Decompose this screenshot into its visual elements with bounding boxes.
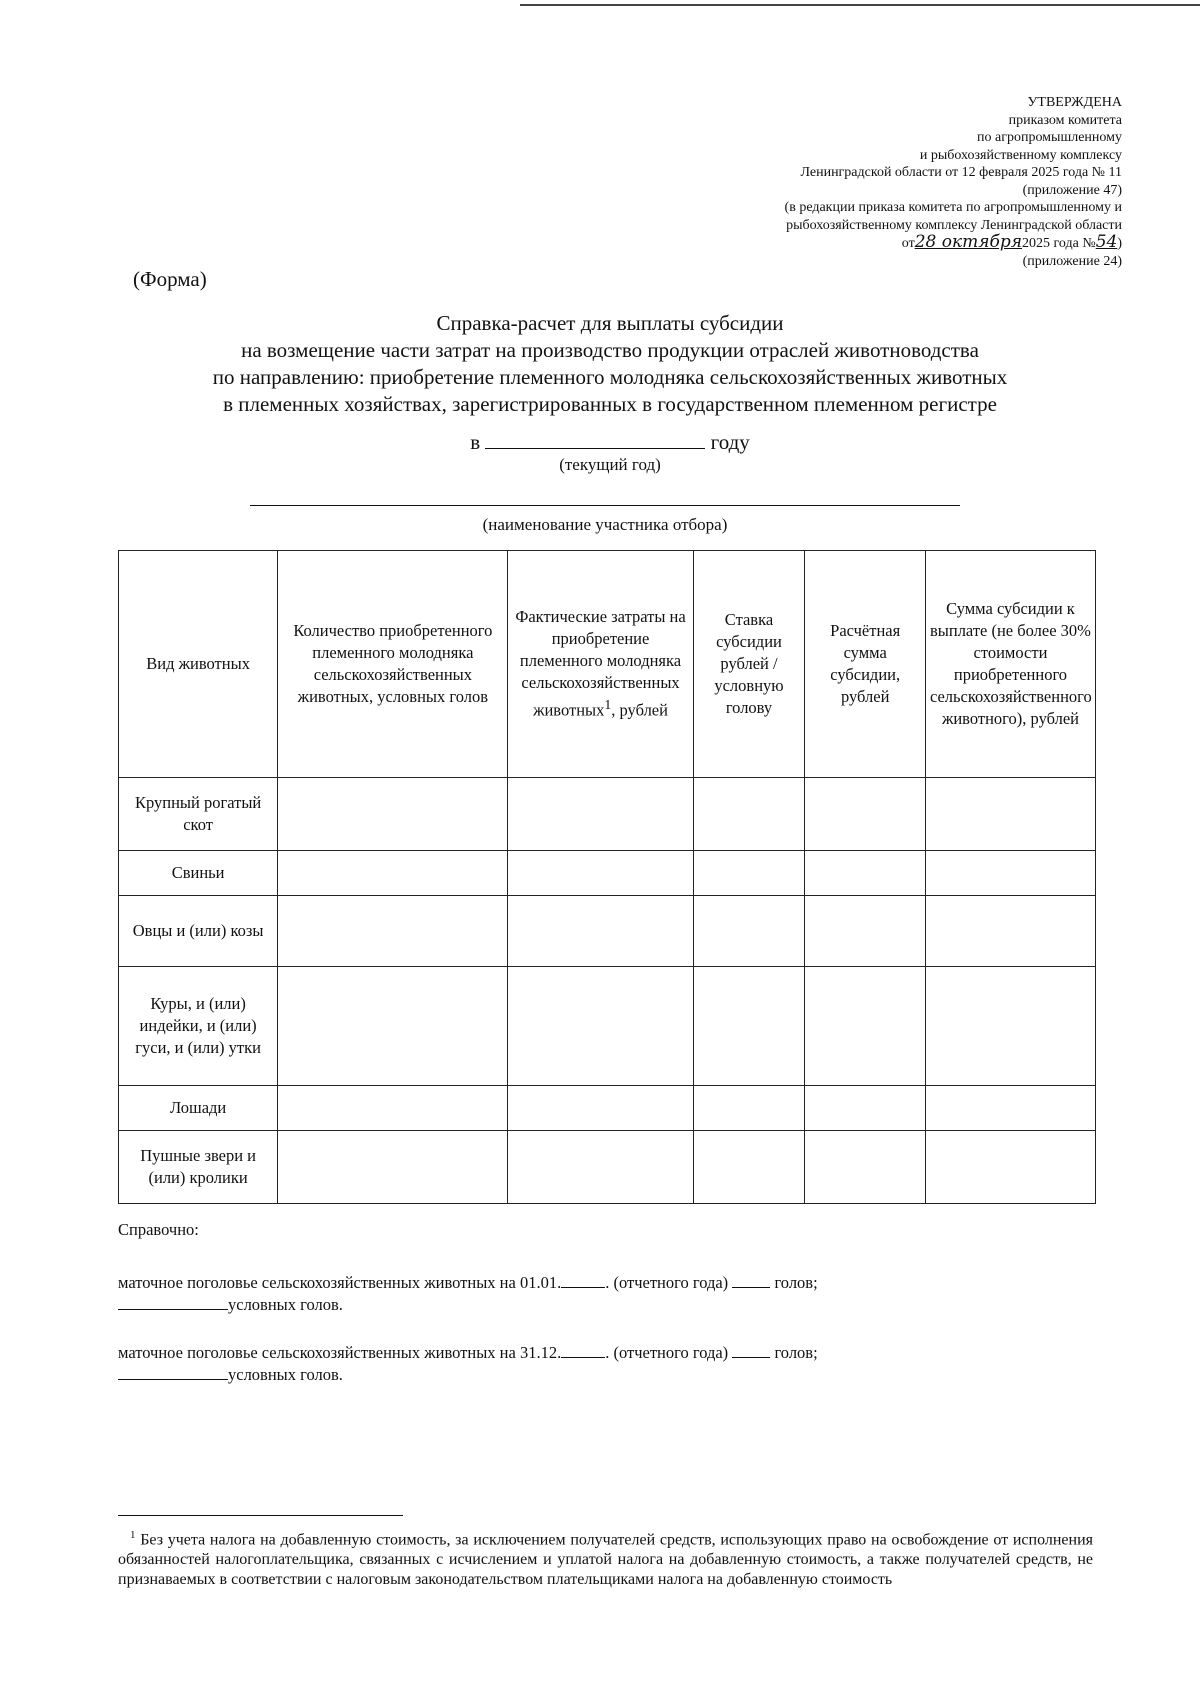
header-cell: Вид животных (119, 551, 278, 778)
footnote-mark: 1 (130, 1529, 136, 1541)
ref-text: голов; (774, 1343, 818, 1362)
input-cell[interactable] (508, 896, 693, 967)
input-cell[interactable] (693, 967, 805, 1086)
title-line: на возмещение части затрат на производство продукции отраслей животноводства (241, 338, 979, 362)
year-line (130, 428, 1090, 455)
header-cell: Сумма субсидии к выплате (не более 30% стоимости приобретенного сельскохозяйственного животного), рублей (925, 551, 1095, 778)
input-cell[interactable] (925, 896, 1095, 967)
input-cell[interactable] (805, 851, 926, 896)
input-cell[interactable] (278, 896, 508, 967)
header-cell: Ставка субсидии рублей / условную голову (693, 551, 805, 778)
input-cell[interactable] (693, 851, 805, 896)
animal-type-cell: Пушные звери и (или) кролики (119, 1131, 278, 1204)
ref-text: . (отчетного года) (605, 1273, 729, 1292)
year-blank[interactable] (485, 428, 705, 449)
approval-line: рыбохозяйственному комплексу Ленинградской области (786, 217, 1122, 233)
reference-line-2 (118, 1342, 988, 1386)
heads-blank[interactable] (732, 1273, 770, 1288)
input-cell[interactable] (805, 896, 926, 967)
table-header-row (119, 551, 1096, 778)
handwritten-date: 28 октября (914, 232, 1022, 252)
form-label: (Форма) (133, 267, 207, 291)
amend-suffix: ) (1117, 236, 1122, 251)
approval-block (562, 94, 1122, 270)
year-blank[interactable] (561, 1343, 605, 1358)
animal-type-cell: Куры, и (или) индейки, и (или) гуси, и (или) утки (119, 967, 278, 1086)
header-text: Фактические затраты на приобретение племенного молодняка сельскохозяйственных животных (515, 607, 686, 720)
year-caption: (текущий год) (559, 455, 661, 474)
header-cell (508, 551, 693, 778)
title-line: по направлению: приобретение племенного молодняка сельскохозяйственных животных (212, 365, 1008, 389)
header-cell: Количество приобретенного племенного молодняка сельскохозяйственных животных, условных голов (278, 551, 508, 778)
approval-line: УТВЕРЖДЕНА (1027, 95, 1122, 110)
participant-caption: (наименование участника отбора) (482, 515, 728, 534)
approval-line: (в редакции приказа комитета по агропромышленному и (784, 200, 1122, 215)
input-cell[interactable] (508, 778, 693, 851)
input-cell[interactable] (693, 896, 805, 967)
approval-line: и рыбохозяйственному комплексу (919, 147, 1122, 163)
header-cell: Расчётная сумма субсидии, рублей (805, 551, 926, 778)
animal-type-cell: Овцы и (или) козы (119, 896, 278, 967)
input-cell[interactable] (805, 967, 926, 1086)
input-cell[interactable] (925, 851, 1095, 896)
amend-prefix: от (901, 236, 915, 251)
ref-text: условных голов. (228, 1295, 343, 1314)
participant-name-blank[interactable] (250, 505, 960, 506)
input-cell[interactable] (508, 1086, 693, 1131)
handwritten-number: 54 (1095, 232, 1118, 252)
table-row (119, 896, 1096, 967)
table-row (119, 778, 1096, 851)
ref-text: . (отчетного года) (605, 1343, 729, 1362)
approval-line: приказом комитета (1008, 112, 1122, 128)
animal-type-cell: Свиньи (119, 851, 278, 896)
footnote-mark: 1 (604, 697, 612, 713)
scan-top-edge (520, 4, 1200, 6)
ref-text: маточное поголовье сельскохозяйственных животных на 31.12. (118, 1343, 562, 1362)
year-blank[interactable] (561, 1273, 605, 1288)
input-cell[interactable] (508, 1131, 693, 1204)
input-cell[interactable] (925, 1131, 1095, 1204)
table-row (119, 967, 1096, 1086)
input-cell[interactable] (693, 1086, 805, 1131)
footnote-separator (118, 1515, 403, 1516)
reference-line-1 (118, 1272, 988, 1316)
input-cell[interactable] (508, 967, 693, 1086)
cond-heads-blank[interactable] (118, 1295, 228, 1310)
ref-text: голов; (774, 1273, 818, 1292)
approval-line: Ленинградской области от 12 февраля 2025 года № 11 (800, 165, 1122, 180)
approval-line: по агропромышленному (977, 130, 1122, 145)
animal-type-cell: Лошади (119, 1086, 278, 1131)
year-suffix: году (710, 430, 750, 454)
input-cell[interactable] (278, 778, 508, 851)
title-line: Справка-расчет для выплаты субсидии (436, 311, 784, 335)
input-cell[interactable] (805, 1086, 926, 1131)
input-cell[interactable] (925, 778, 1095, 851)
input-cell[interactable] (693, 1131, 805, 1204)
input-cell[interactable] (925, 1086, 1095, 1131)
input-cell[interactable] (508, 851, 693, 896)
animal-type-cell: Крупный рогатый скот (119, 778, 278, 851)
amendment-line (562, 234, 1122, 253)
ref-text: условных голов. (228, 1365, 343, 1384)
input-cell[interactable] (278, 851, 508, 896)
ref-text: маточное поголовье сельскохозяйственных животных на 01.01. (118, 1273, 562, 1292)
table-row (119, 1086, 1096, 1131)
appendix-line: (приложение 24) (1022, 253, 1122, 269)
input-cell[interactable] (805, 778, 926, 851)
input-cell[interactable] (805, 1131, 926, 1204)
document-title (130, 310, 1090, 418)
table-row (119, 851, 1096, 896)
input-cell[interactable] (278, 1131, 508, 1204)
subsidy-table (118, 550, 1096, 1204)
header-text-tail: , рублей (611, 700, 668, 720)
cond-heads-blank[interactable] (118, 1365, 228, 1380)
reference-heading: Справочно: (118, 1220, 199, 1239)
approval-line: (приложение 47) (1022, 182, 1122, 198)
input-cell[interactable] (693, 778, 805, 851)
amend-middle: 2025 года № (1022, 236, 1096, 251)
footnote-text: Без учета налога на добавленную стоимость, за исключением получателей средств, использующих право на освобождение от исполнения обязанностей налогоплательщика, связанных с исчислением и уплатой налога на добавленную стоимость, а также получателей средств, не признаваемых в соответствии с налоговым законодательством плательщиками налога на добавленную стоимость (118, 1531, 1094, 1589)
input-cell[interactable] (278, 967, 508, 1086)
table-row (119, 1131, 1096, 1204)
input-cell[interactable] (278, 1086, 508, 1131)
heads-blank[interactable] (732, 1343, 770, 1358)
title-line: в племенных хозяйствах, зарегистрированных в государственном племенном регистре (223, 392, 997, 416)
footnote (118, 1525, 1093, 1590)
input-cell[interactable] (925, 967, 1095, 1086)
year-prefix: в (470, 430, 481, 454)
